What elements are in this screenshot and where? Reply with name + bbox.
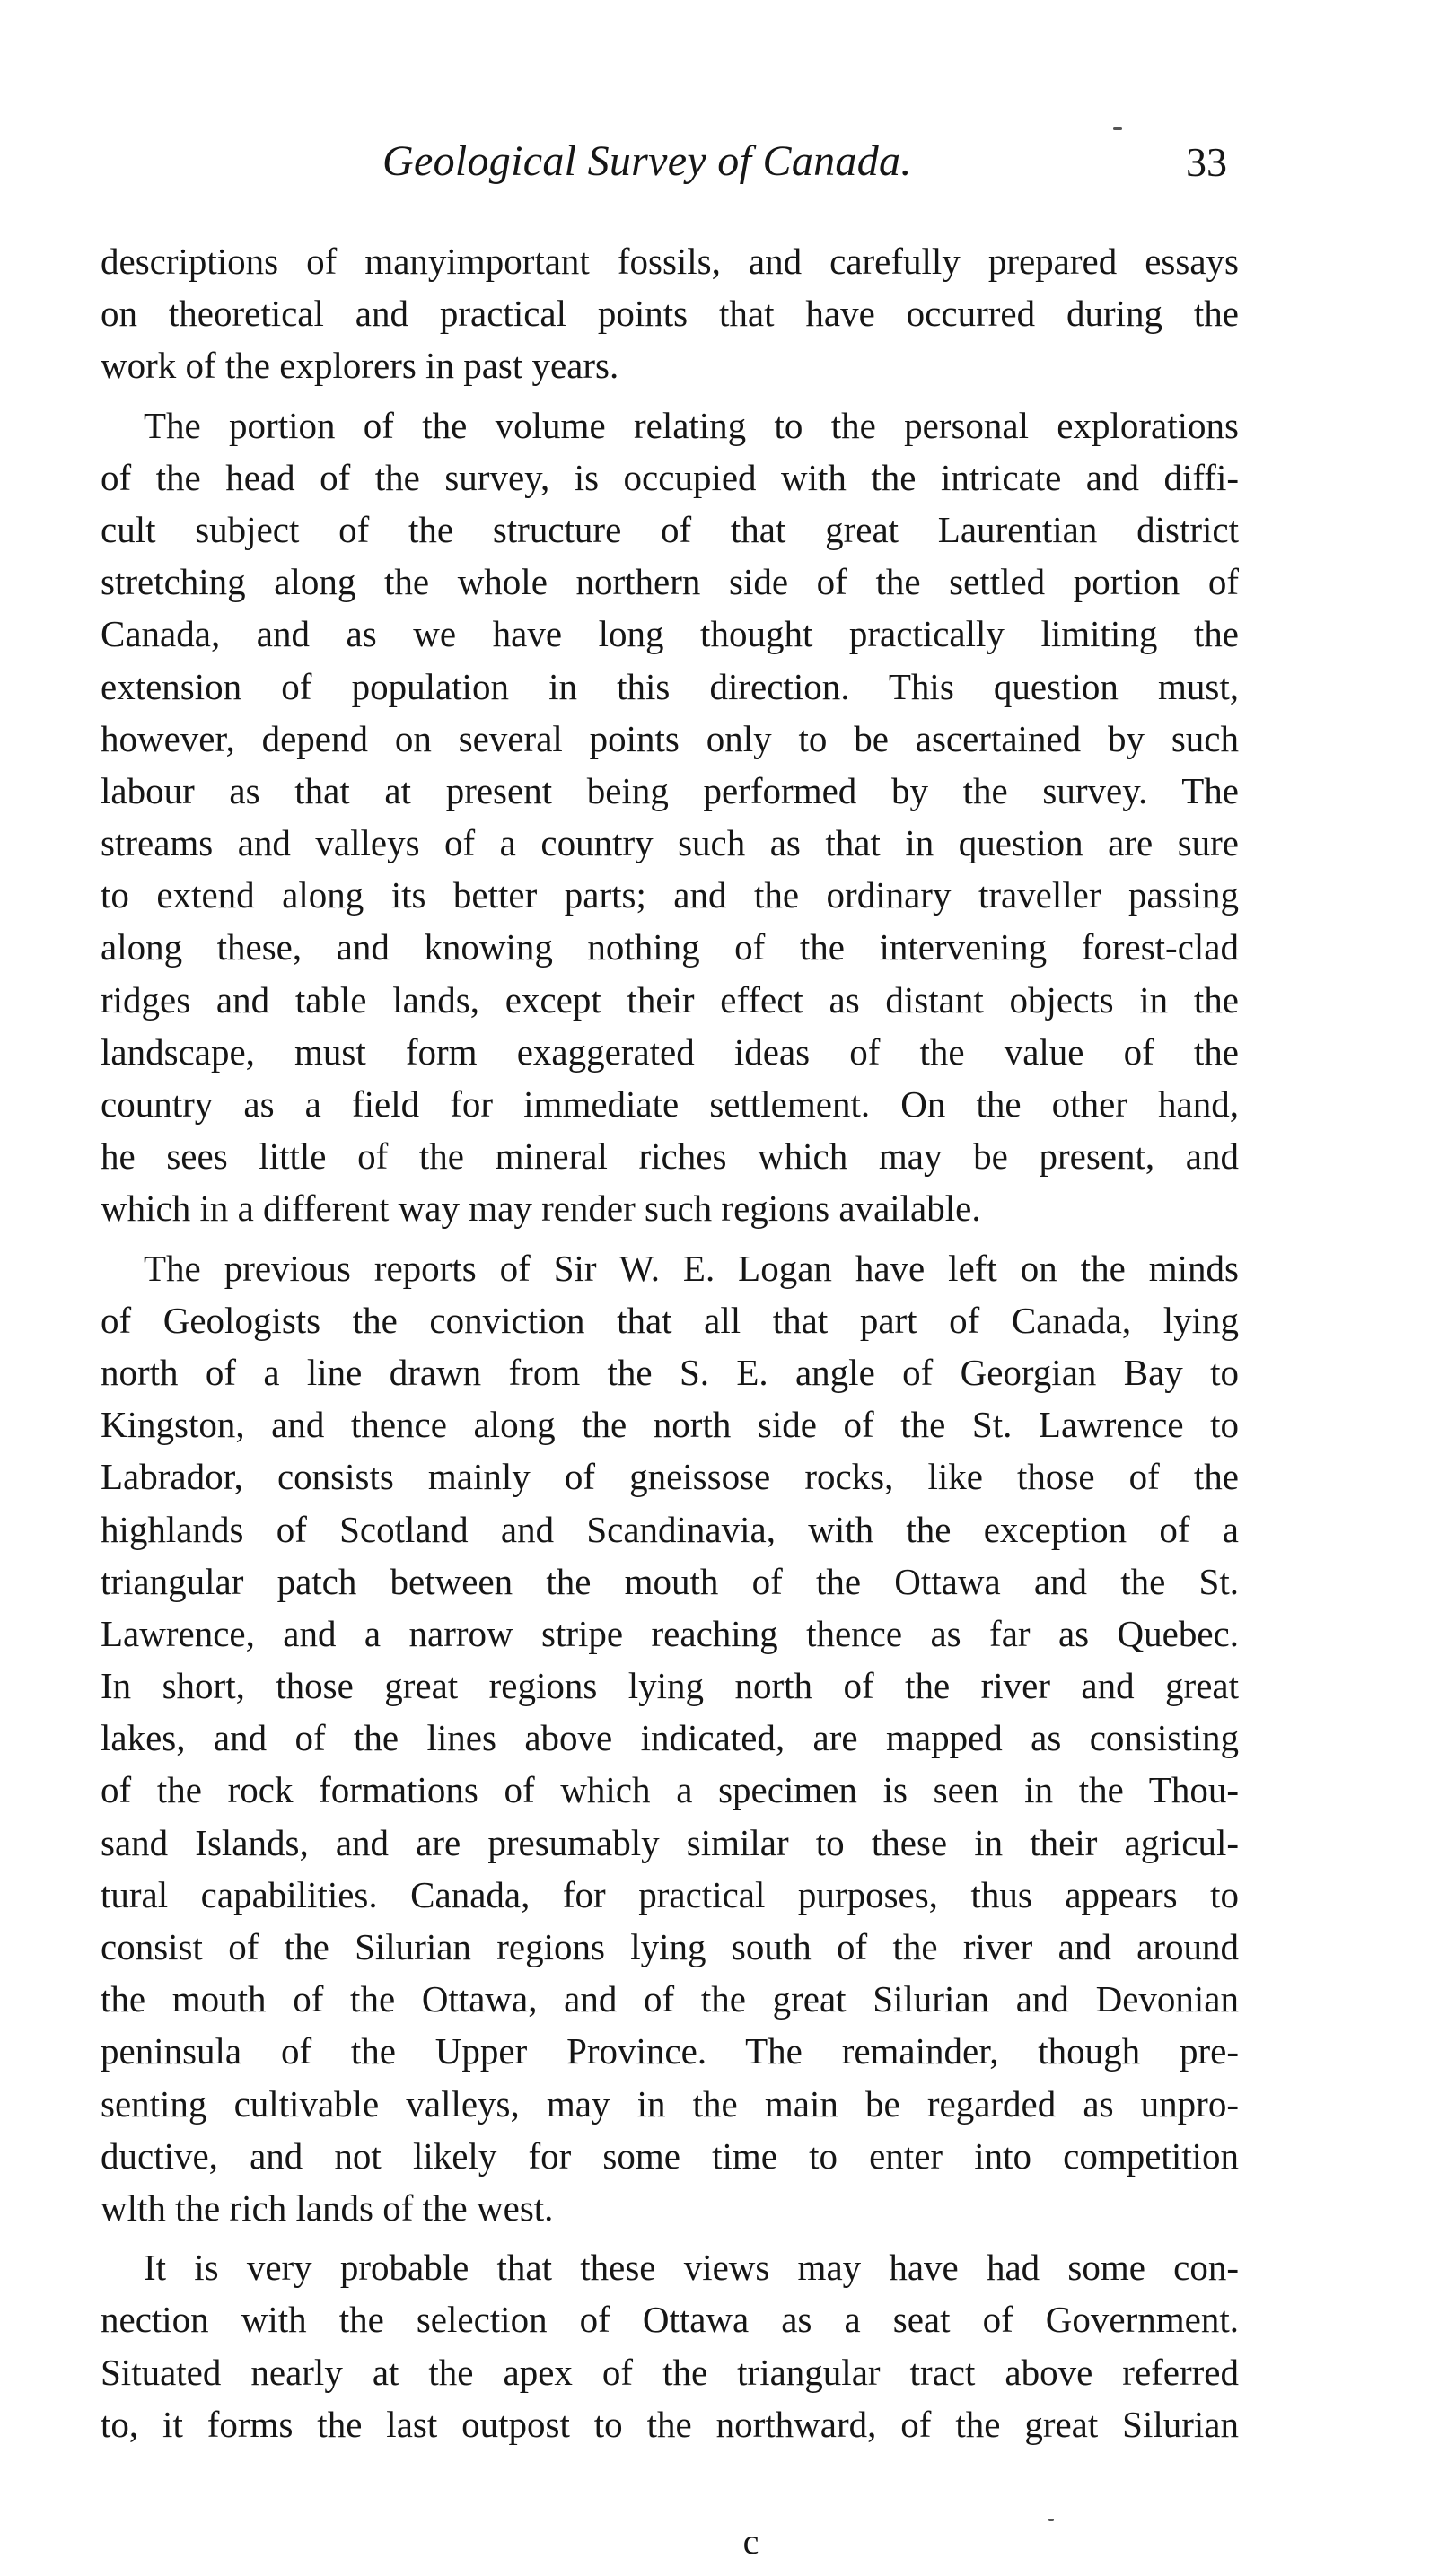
text-line: triangular patch between the mouth of the Ottawa and the St. — [101, 1560, 1239, 1602]
running-title: Geological Survey of Canada. — [382, 137, 912, 185]
text-line: north of a line drawn from the S. E. angle of Georgian Bay to — [101, 1351, 1239, 1393]
text-line: he sees little of the mineral riches which may be present, and — [101, 1135, 1239, 1178]
text-line: of the head of the survey, is occupied with the intricate and diffi- — [101, 456, 1239, 498]
paragraph-gap — [101, 1235, 1239, 1242]
text-line: sand Islands, and are presumably similar to these in their agricul- — [101, 1821, 1239, 1863]
text-line: on theoretical and practical points that have occurred during the — [101, 293, 1239, 335]
text-line: landscape, must form exaggerated ideas of the value of the — [101, 1030, 1239, 1073]
print-speck — [1048, 2519, 1054, 2521]
paragraph — [101, 1242, 1239, 2235]
text-line: extension of population in this direction. This question must, — [101, 665, 1239, 707]
text-line: the mouth of the Ottawa, and of the great Silurian and Devonian — [101, 1978, 1239, 2020]
text-line: stretching along the whole northern side of the settled portion of — [101, 561, 1239, 603]
text-line: of the rock formations of which a specimen is seen in the Thou- — [101, 1769, 1239, 1811]
text-line: Situated nearly at the apex of the triangular tract above referred — [101, 2351, 1239, 2393]
paragraph — [101, 399, 1239, 1235]
paragraph-gap — [101, 2234, 1239, 2241]
text-line: of Geologists the conviction that all that part of Canada, lying — [101, 1299, 1239, 1341]
text-line: lakes, and of the lines above indicated, are mapped as consisting — [101, 1717, 1239, 1759]
text-line: work of the explorers in past years. — [101, 345, 619, 387]
text-line: streams and valleys of a country such as that in question are sure — [101, 822, 1239, 864]
text-line: nection with the selection of Ottawa as a seat of Government. — [101, 2299, 1239, 2341]
text-line: peninsula of the Upper Province. The remainder, though pre- — [101, 2030, 1239, 2072]
page-number: 33 — [1186, 139, 1227, 185]
text-line: ridges and table lands, except their effect as distant objects in the — [101, 978, 1239, 1021]
signature-mark: c — [742, 2521, 759, 2562]
text-line: The portion of the volume relating to the personal explorations — [144, 404, 1239, 446]
text-line: highlands of Scotland and Scandinavia, with the exception of a — [101, 1508, 1239, 1550]
text-line: country as a field for immediate settlement. On the other hand, — [101, 1083, 1239, 1125]
text-line: descriptions of manyimportant fossils, and carefully prepared essays — [101, 241, 1239, 282]
text-line: labour as that at present being performed by the survey. The — [101, 769, 1239, 811]
text-line: tural capabilities. Canada, for practical purposes, thus appears to — [101, 1873, 1239, 1915]
text-line: which in a different way may render such regions available. — [101, 1187, 981, 1230]
text-line: Lawrence, and a narrow stripe reaching thence as far as Quebec. — [101, 1612, 1239, 1654]
text-line: It is very probable that these views may have had some con- — [144, 2247, 1239, 2289]
paragraph-gap — [101, 392, 1239, 399]
paragraph — [101, 235, 1239, 392]
text-line: to, it forms the last outpost to the northward, of the great Silurian — [101, 2403, 1239, 2445]
body-text — [101, 235, 1239, 2450]
text-line: Labrador, consists mainly of gneissose rocks, like those of the — [101, 1456, 1239, 1498]
text-line: Canada, and as we have long thought practically limiting the — [101, 613, 1239, 655]
text-line: to extend along its better parts; and the ordinary traveller passing — [101, 874, 1239, 916]
text-line: The previous reports of Sir W. E. Logan have left on the minds — [144, 1247, 1239, 1289]
text-line: wlth the rich lands of the west. — [101, 2186, 554, 2229]
text-line: senting cultivable valleys, may in the main be regarded as unpro- — [101, 2082, 1239, 2125]
running-head — [0, 136, 1430, 199]
text-line: along these, and knowing nothing of the intervening forest-clad — [101, 926, 1239, 968]
text-line: consist of the Silurian regions lying south of the river and around — [101, 1926, 1239, 1967]
print-speck — [1113, 127, 1122, 130]
text-line: however, depend on several points only to be ascertained by such — [101, 717, 1239, 759]
paragraph — [101, 2241, 1239, 2450]
text-line: cult subject of the structure of that great Laurentian district — [101, 508, 1239, 550]
text-line: ductive, and not likely for some time to enter into competition — [101, 2134, 1239, 2177]
text-line: In short, those great regions lying north of the river and great — [101, 1665, 1239, 1707]
text-line: Kingston, and thence along the north side of the St. Lawrence to — [101, 1404, 1239, 1446]
